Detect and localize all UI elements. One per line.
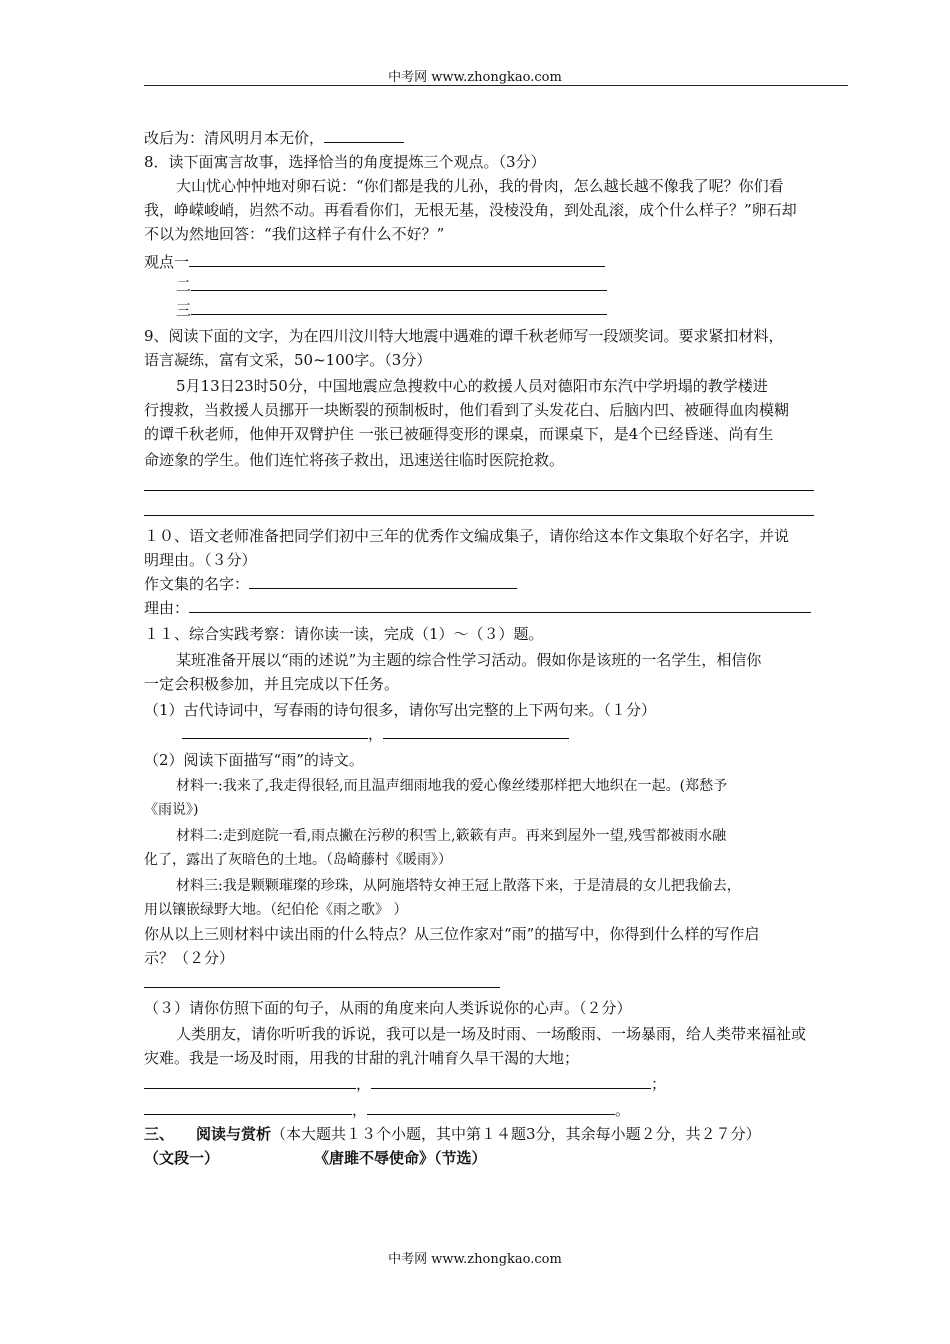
q8-view-2 [176,274,850,298]
q11-sub-3: （３）请你仿照下面的句子，从雨的角度来向人类诉说你的心声。（２分） [144,999,632,1017]
q11-ask-1: 你从以上三则材料中读出雨的什么特点？从三位作家对“雨”的描写中，你得到什么样的写作启 [144,925,760,943]
line-gaihou [144,126,850,150]
q8-view-1 [144,250,850,274]
q11-title: １１、综合实践考察：请你读一读，完成（1）～（３）题。 [144,625,544,643]
comma: ， [356,1075,372,1093]
view-1-blank[interactable] [189,250,605,267]
comma: ， [368,725,384,743]
q9-passage-4: 命迹象的学生。他们连忙将孩子救出，迅速送往临时医院抢救。 [144,451,565,469]
page-header: 中考网 www.zhongkao.com [388,70,562,85]
q10-title-1: １０、语文老师准备把同学们初中三年的优秀作文编成集子，请你给这本作文集取个好名字，并说 [144,527,790,545]
poem-line-1-blank[interactable] [182,722,368,739]
imitate-blank-1[interactable] [144,1072,356,1089]
view-3-label: 三 [176,301,192,319]
q8-story-2: 我，峥嵘峻峭，岿然不动。再看看你们，无根无基，没棱没角，到处乱滚，成个什么样子？”卵石却 [144,201,797,219]
header-rule [144,85,848,86]
q9-answer-line-1[interactable] [144,490,814,491]
view-3-blank[interactable] [191,298,607,315]
q10-reason-row [144,596,850,620]
view-2-blank[interactable] [191,274,607,291]
passage-title: 《唐雎不辱使命》（节选） [314,1149,487,1167]
q11-sub-1-answer [182,722,832,746]
q10-title-2: 明理由。（３分） [144,551,257,569]
gaihou-blank[interactable] [324,126,404,143]
imitate-blank-4[interactable] [367,1098,615,1115]
q9-answer-line-2[interactable] [144,515,814,516]
reason-label: 理由： [144,599,190,617]
material-2b: 化了，露出了灰暗色的土地。（岛崎藤村《暖雨》） [144,852,452,868]
material-3b: 用以镶嵌绿野大地。（纪伯伦《雨之歌》 ） [144,902,408,918]
section-number: 三、 [144,1125,175,1143]
q11-sub-1: （1）古代诗词中，写春雨的诗句很多，请你写出完整的上下两句来。（１分） [144,701,657,719]
view-2-label: 二 [176,277,192,295]
imitate-blank-3[interactable] [144,1098,352,1115]
q11-example-1: 人类朋友，请你听听我的诉说，我可以是一场及时雨、一场酸雨、一场暴雨，给人类带来福祉或 [176,1025,807,1043]
poem-line-2-blank[interactable] [383,722,569,739]
gaihou-text: 改后为：清风明月本无价， [144,129,325,147]
collection-name-blank[interactable] [249,572,517,589]
q8-view-3 [176,298,850,322]
q11-intro-2: 一定会积极参加，并且完成以下任务。 [144,675,400,693]
collection-name-label: 作文集的名字： [144,575,250,593]
q8-title: 8．读下面寓言故事，选择恰当的角度提炼三个观点。（3分） [144,153,546,171]
q8-story-3: 不以为然地回答：“我们这样子有什么不好？” [144,225,445,243]
q11-intro-1: 某班准备开展以“雨的述说”为主题的综合性学习活动。假如你是该班的一名学生，相信你 [176,651,762,669]
section-3-heading [144,1122,850,1146]
q9-title-1: 9、阅读下面的文字，为在四川汶川特大地震中遇难的谭千秋老师写一段颂奖词。要求紧扣材料， [144,327,784,345]
q11-ask-2: 示？（２分） [144,949,235,967]
comma: ， [352,1101,368,1119]
semicolon: ； [651,1075,667,1093]
q11-ask-answer-line[interactable] [144,987,500,988]
q9-passage-3: 的谭千秋老师，他伸开双臂护住 一张已被砸得变形的课桌，而课桌下，是4个已经昏迷、尚有生 [144,425,774,443]
q8-story-1: 大山忧心忡忡地对卵石说：“你们都是我的儿孙，我的骨肉，怎么越长越不像我了呢？你们看 [176,177,784,195]
material-3a: 材料三:我是颗颗璀璨的珍珠，从阿施塔特女神王冠上散落下来，于是清晨的女儿把我偷去， [176,878,741,894]
q9-passage-2: 行搜救，当救援人员挪开一块断裂的预制板时，他们看到了头发花白、后脑内凹、被砸得血肉模糊 [144,401,790,419]
page-footer: 中考网 www.zhongkao.com [388,1252,562,1267]
passage-heading [144,1146,850,1170]
reason-blank[interactable] [189,596,811,613]
q11-sub-2: （2）阅读下面描写“雨”的诗文。 [144,751,364,769]
section-note: （本大题共１３个小题，其中第１４题3分，其余每小题２分，共２７分） [271,1125,761,1143]
q11-imitate-row-2 [144,1098,850,1122]
section-title: 阅读与赏析 [196,1125,272,1143]
imitate-blank-2[interactable] [371,1072,651,1089]
passage-label: （文段一） [144,1149,220,1167]
q9-title-2: 语言凝练，富有文采，50~100字。（3分） [144,351,432,369]
view-1-label: 观点一 [144,253,190,271]
material-2a: 材料二:走到庭院一看,雨点撇在污秽的积雪上,簌簌有声。再来到屋外一望,残雪都被雨水融 [176,828,727,844]
material-1b: 《雨说》) [144,802,199,818]
q9-passage-1: 5月13日23时50分，中国地震应急搜救中心的救援人员对德阳市东汽中学坍塌的教学楼进 [176,377,768,395]
period: 。 [615,1101,631,1119]
q11-imitate-row-1 [144,1072,850,1096]
material-1a: 材料一:我来了,我走得很轻,而且温声细雨地我的爱心像丝缕那样把大地织在一起。(郑愁予 [176,778,728,794]
q11-example-2: 灾难。我是一场及时雨，用我的甘甜的乳汁哺育久旱干渴的大地； [144,1049,580,1067]
q10-name-row [144,572,850,596]
